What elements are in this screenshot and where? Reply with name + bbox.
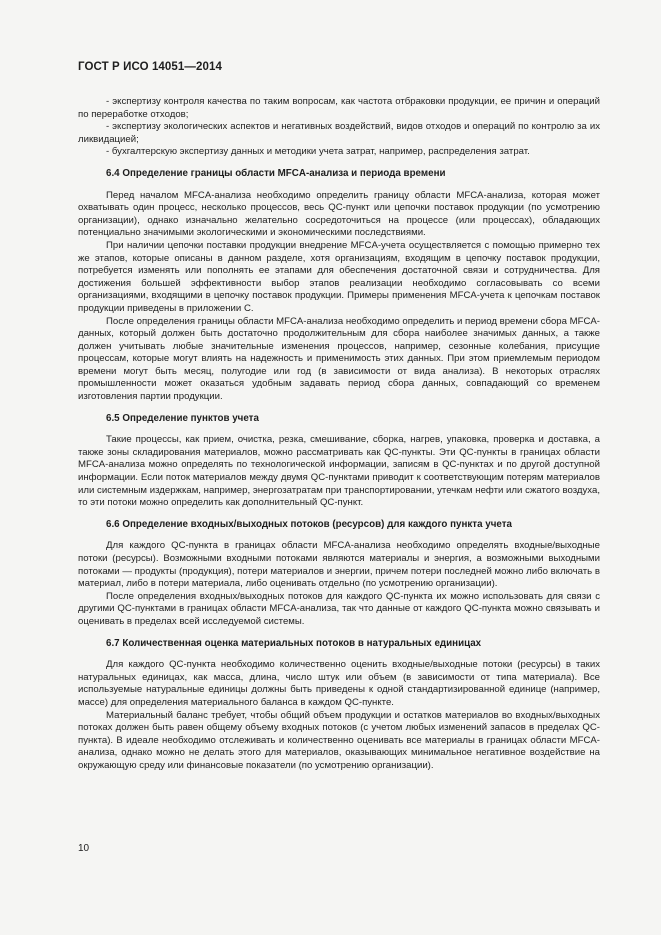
intro-item: - экспертизу контроля качества по таким вопросам, как частота отбраковки продукции, ее причин и операций по переработке отходов; [78,96,600,120]
paragraph: Такие процессы, как прием, очистка, резка, смешивание, сборка, нагрев, упаковка, проверка и доставка, а также зоны складирования материалов, можно рассматривать как QC-пункты. Эти QC-пункты в границах области MFCA-анализа можно определять по технологической информации, записям в QC-пунктах и по другой доступной информации. Если поток материалов между двумя QC-пунктами приводит к соответствующим потерям материалов или системным издержкам, например, энергозатратам при транспортировании, утечкам нефти или сжатого воздуха, то эти потоки можно определить как дополнительный QC-пункт. [78,434,600,509]
section-heading-6-5: 6.5 Определение пунктов учета [106,412,259,424]
intro-item: - бухгалтерскую экспертизу данных и методики учета затрат, например, распределения затрат. [106,146,530,158]
paragraph: Для каждого QC-пункта в границах области MFCA-анализа необходимо определять входные/выходные потоки (ресурсы). Возможными входными потоками являются материалы и энергия, а возможными выходными потоками — продукты (продукция), потери материалов и энергии, причем потери последней можно либо включать в материал, либо в потери материала, либо оценивать отдельно (по усмотрению организации). [78,540,600,590]
paragraph: При наличии цепочки поставки продукции внедрение MFCA-учета осуществляется с помощью примерно тех же этапов, которые описаны в данном разделе, хотя организациям, входящим в цепочку поставок продукции, потребуется изменять или пополнять ее этапами для обеспечения достаточной связи и сотрудничества. Для достижения большей эффективности выбор этапов реализации необходимо согласовывать со всеми организациями, входящими в цепочку поставок продукции. Примеры применения MFCA-учета к цепочкам поставок продукции приведены в приложении С. [78,239,600,314]
page-number: 10 [78,843,90,854]
paragraph: Перед началом MFCA-анализа необходимо определить границу области MFCA-анализа, которая может охватывать один процесс, несколько процессов, весь QC-пункт или цепочки поставок продукции (по усмотрению организации), однако изначально желательно сосредоточиться на процессе (или процессах), обладающих потенциально значимыми экологическими и экономическими последствиями. [78,189,600,239]
paragraph: Материальный баланс требует, чтобы общий объем продукции и остатков материалов во входных/выходных потоках должен быть равен общему объему входных потоков (с учетом любых изменений запасов в пределах QC-пункта). В идеале необходимо отслеживать и количественно оценивать все материалы в границах области MFCA-анализа, однако можно не делать этого для материалов, оказывающих минимальное негативное воздействие на окружающую среду или финансовые показатели (по усмотрению организации). [78,709,600,771]
section-heading-6-6: 6.6 Определение входных/выходных потоков (ресурсов) для каждого пункта учета [106,518,512,530]
page-header: ГОСТ Р ИСО 14051—2014 [78,61,223,73]
paragraph: Для каждого QC-пункта необходимо количественно оценить входные/выходные потоки (ресурсы) в таких натуральных единицах, как масса, длина, число штук или объем (в зависимости от типа материала). Все используемые натуральные единицы должны быть приведены к одной стандартизированной единице (например, массе) для определения материального баланса в каждом QC-пункте. [78,659,600,708]
section-heading-6-7: 6.7 Количественная оценка материальных потоков в натуральных единицах [106,637,482,649]
paragraph: После определения границы области MFCA-анализа необходимо определить и период времени сбора MFCA-данных, который должен быть достаточно продолжительным для сбора наиболее значимых данных, а также должен учитывать любые значительные изменения процессов, например, сезонные колебания, присущие процессам, которые могут влиять на надежность и применимость этих данных. При этом приемлемым периодом времени могут быть месяц, полугодие или год (в зависимости от вида анализа). В некоторых отраслях промышленности может оказаться удобным задавать период сбора данных, совпадающий со временем изготовления партии продукции. [78,315,600,403]
section-heading-6-4: 6.4 Определение границы области MFCA-анализа и периода времени [106,167,446,179]
page-content [78,96,600,773]
intro-item: - экспертизу экологических аспектов и негативных воздействий, видов отходов и операций по контролю за их ликвидацией; [78,121,600,145]
paragraph: После определения входных/выходных потоков для каждого QC-пункта их можно использовать для связи с другими QC-пунктами в границах области MFCA-анализа, так что данные от каждого QC-пункта можно связывать и оценивать в пределах всей исследуемой системы. [78,590,600,627]
